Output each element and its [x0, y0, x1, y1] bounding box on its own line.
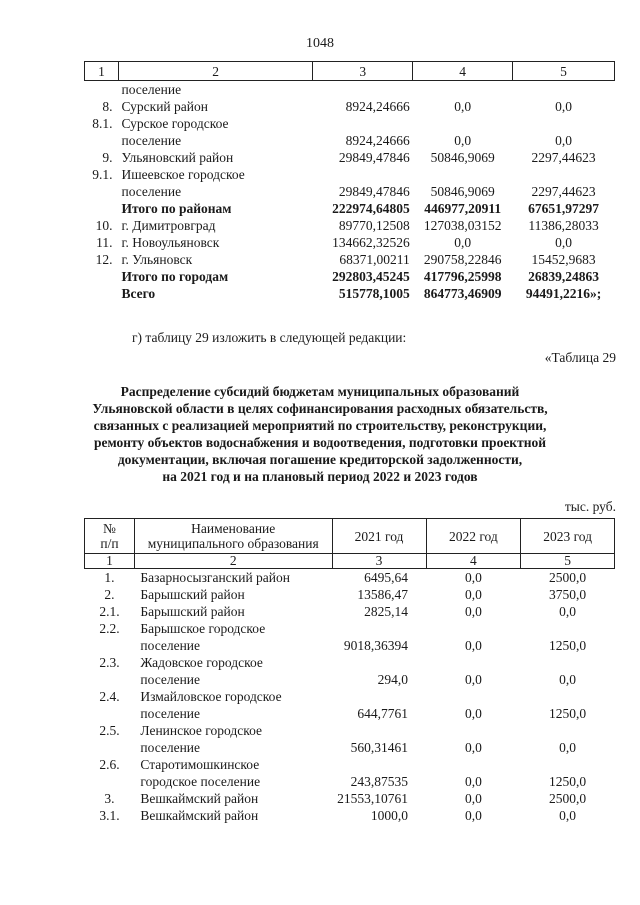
- row-number: 2.1.: [99, 604, 120, 619]
- value-v3: 89770,12508: [338, 218, 410, 233]
- municipality-name: г. Ульяновск: [121, 252, 193, 267]
- row-number: [85, 200, 119, 217]
- row-number: 2.6.: [99, 757, 120, 772]
- row-number: 12.: [95, 252, 113, 267]
- municipality-name: Старотимошкинское городское поселение: [140, 757, 261, 789]
- column-number: 3: [332, 554, 426, 569]
- table-row: [85, 81, 615, 99]
- table-row: [85, 586, 615, 603]
- value-v3: 294,0: [377, 672, 409, 687]
- municipality-name: Ишеевское городское поселение: [121, 167, 245, 199]
- title-line: на 2021 год и на плановый период 2022 и 2023 годов: [162, 469, 478, 484]
- row-number: 11.: [96, 235, 113, 250]
- value-v3: 8924,24666: [345, 99, 410, 114]
- header-2023: 2023 год: [521, 519, 615, 554]
- municipality-name: Итого по городам: [121, 269, 229, 284]
- municipality-name: Жадовское городское поселение: [140, 655, 263, 687]
- table-row: [85, 251, 615, 268]
- value-v4: 50846,9069: [430, 150, 495, 165]
- column-number: 4: [426, 554, 521, 569]
- municipality-name: Вешкаймский район: [140, 808, 259, 823]
- municipality-name: Сурское городское поселение: [121, 116, 229, 148]
- header-2021: 2021 год: [332, 519, 426, 554]
- table-row: [85, 98, 615, 115]
- value-v5: 1250,0: [549, 774, 587, 789]
- municipality-name: г. Димитровград: [121, 218, 216, 233]
- value-v4: [413, 81, 513, 99]
- table-continuation: [84, 61, 615, 302]
- table-row: [85, 234, 615, 251]
- value-v4: 127038,03152: [423, 218, 502, 233]
- value-v4: 0,0: [464, 774, 482, 789]
- unit-label: тыс. руб.: [564, 499, 616, 514]
- value-v4: 0,0: [464, 587, 482, 602]
- value-v4: 0,0: [464, 570, 482, 585]
- value-v4: 0,0: [464, 706, 482, 721]
- municipality-name: Измайловское городское поселение: [140, 689, 282, 721]
- row-number: 8.1.: [92, 116, 113, 131]
- value-v4: 0,0: [464, 638, 482, 653]
- amendment-paragraph: г) таблицу 29 изложить в следующей редакции:: [132, 330, 407, 345]
- value-v3: 68371,00211: [339, 252, 410, 267]
- column-number: 1: [85, 554, 135, 569]
- municipality-name: Ленинское городское поселение: [140, 723, 262, 755]
- value-v4: 0,0: [454, 133, 472, 148]
- value-v4: 864773,46909: [423, 286, 502, 301]
- row-number: 8.: [102, 99, 113, 114]
- row-number: 2.4.: [99, 689, 120, 704]
- municipality-name: Барышский район: [140, 587, 245, 602]
- page-number: 1048: [306, 36, 334, 51]
- column-number: 2: [118, 62, 312, 81]
- table-header-row: [85, 62, 615, 81]
- column-number: 4: [413, 62, 513, 81]
- row-number: 2.5.: [99, 723, 120, 738]
- value-v5: [513, 81, 615, 99]
- value-v4: 0,0: [464, 672, 482, 687]
- row-number: 2.: [104, 587, 115, 602]
- value-v5: 1250,0: [549, 638, 587, 653]
- value-v3: 134662,32526: [332, 235, 410, 250]
- municipality-name: Барышское городское поселение: [140, 621, 266, 653]
- title-line: документации, включая погашение кредиторской задолженности,: [117, 452, 523, 467]
- value-v3: 2825,14: [364, 604, 409, 619]
- subsidy-table: [84, 518, 615, 824]
- municipality-name: Барышский район: [140, 604, 245, 619]
- table-row: [85, 149, 615, 166]
- value-v3: 21553,10761: [337, 791, 409, 806]
- value-v5: 0,0: [559, 740, 577, 755]
- table-row: [85, 603, 615, 620]
- value-v3: 222974,64805: [332, 201, 410, 216]
- title-line: Распределение субсидий бюджетам муниципальных образований: [120, 384, 520, 399]
- value-v5: 26839,24863: [528, 269, 599, 284]
- column-number: 3: [313, 62, 413, 81]
- row-number: 3.1.: [99, 808, 120, 823]
- value-v5: 2297,44623: [531, 150, 596, 165]
- header-no: № п/п: [85, 519, 135, 554]
- table-row: [85, 722, 615, 756]
- value-v4: 446977,20911: [424, 201, 502, 216]
- header-name: Наименование муниципального образования: [134, 519, 332, 554]
- table-row: [85, 115, 615, 149]
- table-row: [85, 285, 615, 302]
- column-number-row: [85, 554, 615, 569]
- value-v3: 292803,45245: [332, 269, 410, 284]
- row-number: [85, 268, 119, 285]
- header-2022: 2022 год: [426, 519, 521, 554]
- value-v3: 29849,47846: [338, 150, 410, 165]
- table-row: [85, 654, 615, 688]
- municipality-name: Ульяновский район: [121, 150, 234, 165]
- row-number: 9.1.: [92, 167, 113, 182]
- column-number: 2: [134, 554, 332, 569]
- row-number: 10.: [95, 218, 113, 233]
- value-v3: 13586,47: [357, 587, 409, 602]
- table-row: [85, 200, 615, 217]
- municipality-name: Вешкаймский район: [140, 791, 259, 806]
- municipality-name: Базарносызганский район: [140, 570, 290, 585]
- municipality-name: г. Новоульяновск: [121, 235, 220, 250]
- table-row: [85, 756, 615, 790]
- value-v3: [313, 81, 413, 99]
- table-row: [85, 790, 615, 807]
- municipality-name: Итого по районам: [121, 201, 232, 216]
- table-row: [85, 217, 615, 234]
- table-number-note: «Таблица 29: [544, 350, 616, 365]
- value-v5: 0,0: [559, 604, 577, 619]
- value-v3: 560,31461: [350, 740, 409, 755]
- table-row: [85, 620, 615, 654]
- municipality-name: поселение: [121, 82, 182, 97]
- value-v4: 417796,25998: [423, 269, 502, 284]
- value-v3: 644,7761: [357, 706, 409, 721]
- column-number: 1: [85, 62, 119, 81]
- column-number: 5: [521, 554, 615, 569]
- row-number: [85, 81, 119, 99]
- value-v3: 1000,0: [370, 808, 409, 823]
- value-v4: 0,0: [464, 808, 482, 823]
- value-v3: 8924,24666: [345, 133, 410, 148]
- table-row: [85, 569, 615, 587]
- value-v3: 243,87535: [350, 774, 409, 789]
- value-v4: 0,0: [464, 740, 482, 755]
- column-number: 5: [513, 62, 615, 81]
- row-number: 3.: [104, 791, 115, 806]
- value-v5: 0,0: [555, 99, 572, 114]
- value-v5: 94491,2216»;: [525, 286, 602, 301]
- table-row: [85, 166, 615, 200]
- row-number: 9.: [102, 150, 113, 165]
- value-v5: 2297,44623: [531, 184, 596, 199]
- value-v5: 0,0: [555, 235, 572, 250]
- value-v5: 2500,0: [549, 791, 587, 806]
- value-v5: 0,0: [559, 808, 577, 823]
- row-number: 1.: [104, 570, 115, 585]
- value-v5: 15452,9683: [531, 252, 596, 267]
- title-line: Ульяновской области в целях софинансирования расходных обязательств,: [92, 401, 548, 416]
- value-v5: 67651,97297: [528, 201, 599, 216]
- value-v5: 0,0: [559, 672, 577, 687]
- table-title: [0, 383, 640, 485]
- value-v5: 0,0: [555, 133, 572, 148]
- row-number: 2.3.: [99, 655, 120, 670]
- row-number: [85, 285, 119, 302]
- value-v5: 11386,28033: [528, 218, 599, 233]
- municipality-name: Всего: [121, 286, 156, 301]
- title-line: ремонту объектов водоснабжения и водоотведения, подготовки проектной: [93, 435, 547, 450]
- table-row: [85, 688, 615, 722]
- value-v5: 1250,0: [549, 706, 587, 721]
- table-row: [85, 807, 615, 824]
- title-line: связанных с реализацией мероприятий по строительству, реконструкции,: [93, 418, 547, 433]
- value-v3: 9018,36394: [343, 638, 409, 653]
- value-v4: 290758,22846: [423, 252, 502, 267]
- municipality-name: Сурский район: [121, 99, 208, 114]
- value-v5: 2500,0: [549, 570, 587, 585]
- value-v3: 515778,1005: [338, 286, 410, 301]
- value-v4: 0,0: [464, 791, 482, 806]
- table-row: [85, 268, 615, 285]
- value-v4: 0,0: [454, 235, 472, 250]
- value-v3: 6495,64: [364, 570, 409, 585]
- value-v5: 3750,0: [549, 587, 587, 602]
- row-number: 2.2.: [99, 621, 120, 636]
- value-v4: 0,0: [464, 604, 482, 619]
- value-v4: 50846,9069: [430, 184, 495, 199]
- value-v4: 0,0: [454, 99, 472, 114]
- value-v3: 29849,47846: [338, 184, 410, 199]
